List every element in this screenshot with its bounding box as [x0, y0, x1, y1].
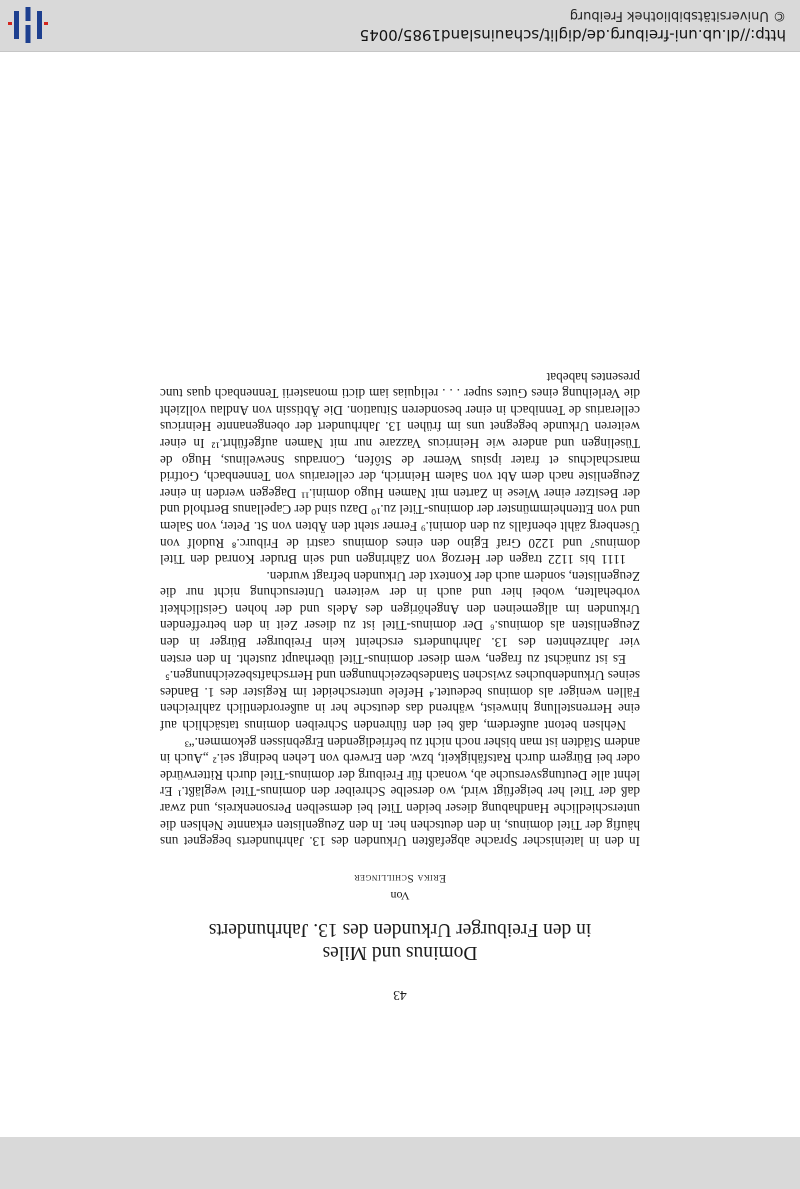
paragraph-1: In den in lateinischer Sprache abgefaßten Urkunden des 13. Jahrhunderts begegnet uns häufig der Titel dominus, in den deutschen her. In den Zeugenlisten erkannte Nehlsen die unterschiedliche Handhabung dieser beiden Titel bei demselben Personenkreis, und zwar daß der Titel her beigefügt wird, wo derselbe Schreiber den dominus-Titel wegläßt.¹ Er lehnt alle Deutungsversuche ab, wonach für Freiburg der dominus-Titel durch Ritterwürde oder bei Bürgern durch Ratsfähigkeit, bzw. den Erwerb von Lehen bedingt sei.² „Auch in andern Städten ist man bisher noch nicht zu befriedigenden Ergebnissen gekommen.“³ — [160, 734, 640, 850]
paragraph-2: Nehlsen betont außerdem, daß bei den führenden Schreiben dominus tatsächlich auf eine Herrenstellung hinweist, während das deutsche her in außerordentlich zahlreichen Fällen weniger als dominus bedeutet.⁴ Hefele unterscheidet im Register des 1. Bandes seines Urkundenbuches zwischen Standesbezeichnungen und Herrschaftsbezeichnungen.⁵ — [160, 668, 640, 734]
copyright-notice: © Universitätsbibliothek Freiburg — [569, 8, 786, 23]
paragraph-4: 1111 bis 1122 tragen der Herzog von Zähringen und sein Bruder Konrad den Titel dominus⁷ und 1220 Graf Egino den eines dominus castri de Friburc.⁸ Rudolf von Üsenberg zählt ebenfalls zu den domini.⁹ Ferner steht den Äbten von St. Peter, von Salem und von Ettenheimmünster der dominus-Titel zu.¹⁰ Dazu sind der Capellanus Berthold und der Besitzer einer Wiese in Zarten mit Namen Hugo domini.¹¹ Dagegen werden in einer Zeugenliste nach dem Abt von Salem Heinrich, der cellerarius von Tennenbach, Gotfrid marschalchus et frater ipsius Werner de Stôfen, Conradus Snewelinus, Hugo de Tüselingen und andere wie Heinricus Vazzare nur mit Namen aufgeführt.¹² In einer weiteren Urkunde begegnet uns im frühen 13. Jahrhundert der obengenannte Heinricus cellerarius de Tennibach in einer besonderen Situation. Die Äbtissin von Andlau vollzieht die Verleihung eines Gutes super . . . reliquias iam dicti monasterii Tennenbach quas tunc presentes habebat — [160, 369, 640, 568]
document-page — [160, 368, 640, 1003]
paragraph-3: Es ist zunächst zu fragen, wem dieser dominus-Titel überhaupt zusteht. In den ersten vier Jahrzehnten des 13. Jahrhunderts erscheint kein Freiburger Bürger in den Zeugenlisten als dominus.⁶ Der dominus-Titel ist zu dieser Zeit in den betreffenden Urkunden im allgemeinen den Angehörigen des Adels und der hohen Geistlichkeit vorbehalten, wobei hier und auch in der weiteren Untersuchung nicht nur die Zeugenlisten, sondern auch der Kontext der Urkunden befragt wurden. — [160, 568, 640, 667]
article-title — [160, 918, 640, 964]
document-url[interactable]: http://dl.ub.uni-freiburg.de/diglit/schauinsland1985/0045 — [359, 26, 786, 44]
page-number: 43 — [393, 988, 407, 1003]
top-toolbar — [0, 1137, 800, 1189]
bottom-info-bar — [0, 0, 800, 52]
title-line-2: in den Freiburger Urkunden des 13. Jahrhunderts — [208, 919, 592, 941]
author-name: Erika Schillinger — [353, 871, 447, 884]
ub-freiburg-logo-icon[interactable] — [8, 7, 48, 43]
author-prefix: Von — [390, 889, 410, 904]
title-line-1: Dominus und Miles — [322, 942, 478, 964]
